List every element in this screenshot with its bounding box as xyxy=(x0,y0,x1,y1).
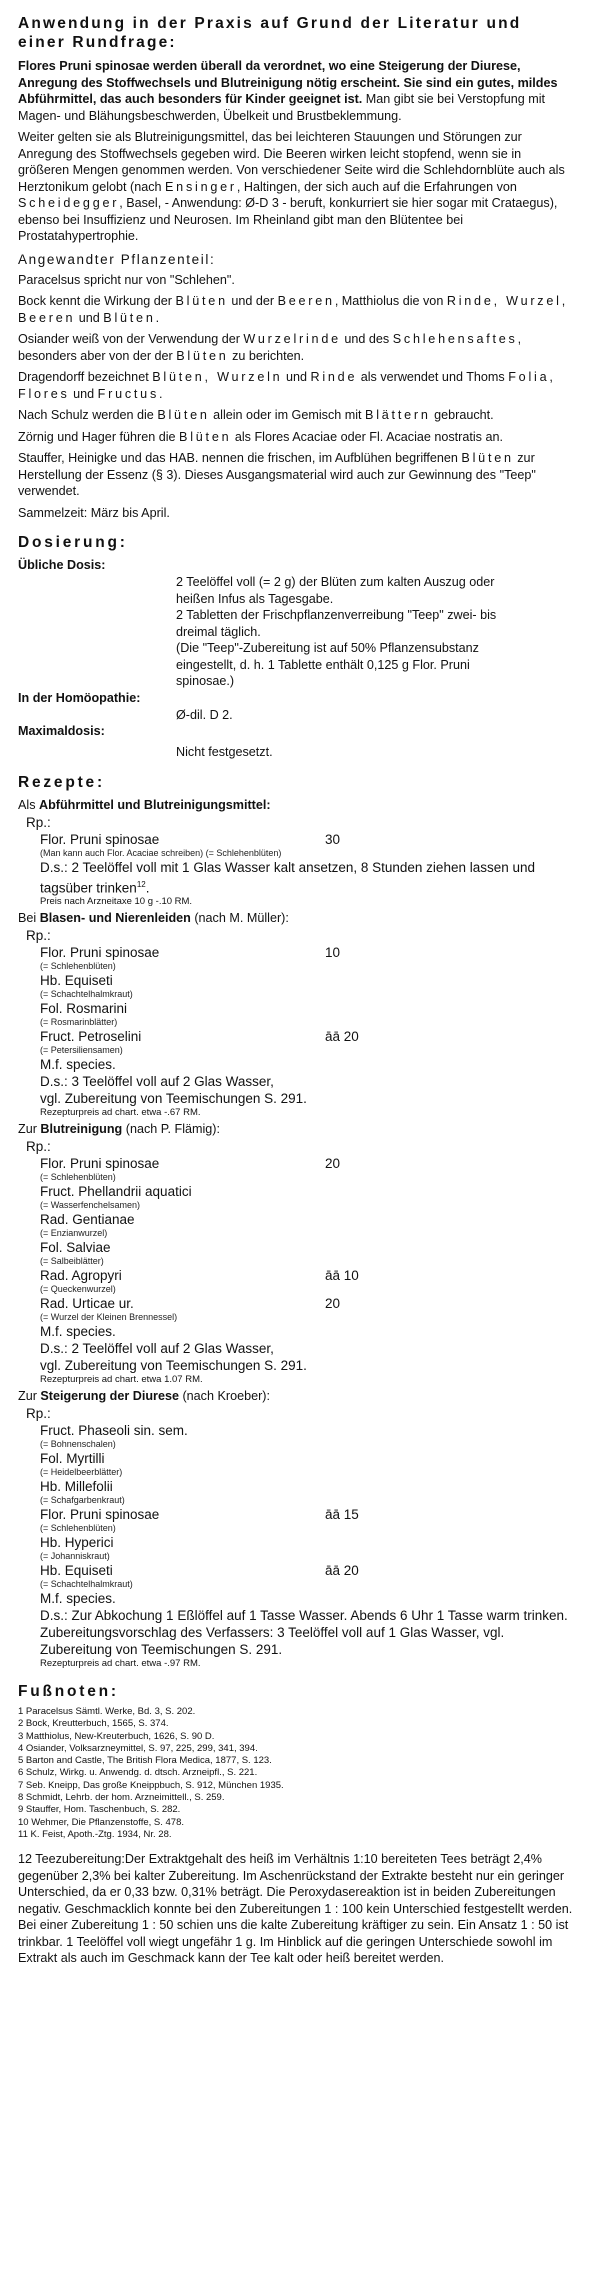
text: , Matthiolus die von xyxy=(334,294,447,308)
ingredient-name: Fol. Rosmarini xyxy=(40,1001,128,1016)
term: Folia, Flores xyxy=(18,370,556,401)
ingredient-note: (= Schachtelhalmkraut) xyxy=(40,1579,133,1589)
ingredient-amount: āā 10 xyxy=(325,1268,359,1283)
ingredient-name: Rad. Gentianae xyxy=(40,1212,135,1227)
ingredient-amount: āā 15 xyxy=(325,1507,359,1522)
footnote: 3 Matthiolus, New-Kreuterbuch, 1626, S. 90 D. xyxy=(18,1730,215,1742)
recipe-4-price: Rezepturpreis ad chart. etwa -.97 RM. xyxy=(40,1658,201,1669)
text: Blutreinigung xyxy=(40,1122,123,1136)
ingredient-name: Flor. Pruni spinosae xyxy=(40,1156,160,1171)
recipe-4-rp: Rp.: xyxy=(26,1406,51,1421)
footnote: 4 Osiander, Volksarzneymittel, S. 97, 225, 299, 341, 394. xyxy=(18,1742,258,1754)
ingredient-name: Rad. Urticae ur. xyxy=(40,1296,134,1311)
intro-paragraph xyxy=(18,58,575,124)
term: Fructus xyxy=(97,386,160,401)
term: Blüten xyxy=(461,451,514,465)
text: , Haltingen, der sich auch auf die Erfahrungen von xyxy=(236,179,517,194)
ingredient-note: (= Schlehenblüten) xyxy=(40,961,116,971)
ingredient-name: Flor. Pruni spinosae xyxy=(40,831,160,847)
recipe-4-ds1: D.s.: Zur Abkochung 1 Eßlöffel auf 1 Tasse Wasser. Abends 6 Uhr 1 Tasse warm trinken. xyxy=(40,1608,568,1623)
text: zu berichten. xyxy=(228,348,305,363)
ingredient-amount: āā 20 xyxy=(325,1563,359,1578)
recipe-1-price: Preis nach Arzneitaxe 10 g -.10 RM. xyxy=(40,896,193,907)
ingredient-amount: 20 xyxy=(325,1156,341,1171)
ingredient-note: (= Wasserfenchelsamen) xyxy=(40,1200,140,1210)
ingredient-amount: 30 xyxy=(325,831,341,847)
ingredient-note: (Man kann auch Flor. Acaciae schreiben) (= Schlehenblüten) xyxy=(40,847,282,858)
ingredient-note: (= Salbeiblätter) xyxy=(40,1256,104,1266)
text: gebraucht. xyxy=(430,408,494,422)
ingredient-note: (= Schlehenblüten) xyxy=(40,1523,116,1533)
footnote: 5 Barton and Castle, The British Flora Medica, 1877, S. 123. xyxy=(18,1755,272,1767)
text: Stauffer, Heinigke und das HAB. nennen die frischen, im Aufblühen begriffenen xyxy=(18,451,462,465)
text: , Basel, - Anwendung: Ø-D 3 - beruft, konkurriert sie hier sogar mit Crataegus), ebenso bei Insuffizienz und Neurosen. Im Rheinland gibt man den Blütentee bei Prostatahypertrophie. xyxy=(18,196,558,243)
text: Blasen- und Nierenleiden xyxy=(39,911,191,925)
ingredient-note: (= Heidelbeerblätter) xyxy=(40,1467,123,1477)
author-scheidegger: Scheidegger xyxy=(18,196,120,210)
ingredient-note: (= Rosmarinblätter) xyxy=(40,1017,118,1027)
ingredient-name: Fruct. Phaseoli sin. sem. xyxy=(40,1423,188,1438)
footnotes-heading: Fußnoten: xyxy=(18,1683,119,1700)
intro-paragraph-2 xyxy=(18,129,575,245)
text: zur Herstellung der Essenz (§ 3). Dieses Ausgangsmaterial wird auch zur Gewinnung des "Teep" verwendet. xyxy=(18,451,536,498)
ingredient-note: (= Queckenwurzel) xyxy=(40,1284,116,1294)
ingredient xyxy=(40,1478,575,1506)
footnote: 6 Schulz, Wirkg. u. Anwendg. d. dtsch. Arzneipfl., S. 221. xyxy=(18,1767,258,1779)
recipe-2-ms: M.f. species. xyxy=(40,1057,116,1072)
text: allein oder im Gemisch mit xyxy=(209,408,366,422)
text: (nach Kroeber): xyxy=(178,1389,270,1403)
usual-dose-1: 2 Teelöffel voll (= 2 g) der Blüten zum kalten Auszug oder heißen Infus als Tagesgabe. xyxy=(176,575,495,606)
ingredient xyxy=(40,1267,575,1295)
ingredient xyxy=(40,1295,575,1323)
ingredient-name: Flor. Pruni spinosae xyxy=(40,1507,160,1522)
recipe-1-heading xyxy=(18,797,575,814)
recipe-2-rp: Rp.: xyxy=(26,928,51,943)
ingredient xyxy=(40,944,575,972)
ingredient-note: (= Schlehenblüten) xyxy=(40,1172,116,1182)
recipe-3-ms: M.f. species. xyxy=(40,1324,116,1339)
ingredient xyxy=(40,1183,575,1211)
plant-line-7 xyxy=(18,450,575,500)
ingredient xyxy=(40,831,575,859)
recipe-3-ds2: vgl. Zubereitung von Teemischungen S. 291. xyxy=(40,1358,307,1373)
max-dose-label: Maximaldosis: xyxy=(18,724,105,738)
ingredient-name: Rad. Agropyri xyxy=(40,1268,122,1283)
usual-dose-2: 2 Tabletten der Frischpflanzenverreibung "Teep" zwei- bis dreimal täglich. xyxy=(176,608,497,639)
ingredient-note: (= Bohnenschalen) xyxy=(40,1439,116,1449)
text: Zur xyxy=(18,1122,41,1136)
ingredient xyxy=(40,1000,575,1028)
recipe-1-rp: Rp.: xyxy=(26,814,51,830)
text: als verwendet und Thoms xyxy=(357,370,509,384)
ingredient-name: Hb. Equiseti xyxy=(40,1563,113,1578)
ingredient-note: (= Wurzel der Kleinen Brennessel) xyxy=(40,1312,178,1322)
text: . xyxy=(159,386,163,401)
ingredient xyxy=(40,1155,575,1183)
homoeo-text: Ø-dil. D 2. xyxy=(176,707,233,722)
term: Schlehensaftes xyxy=(392,332,518,346)
text: Zur xyxy=(18,1389,41,1403)
term: Blüten xyxy=(176,348,229,363)
plant-line-5 xyxy=(18,407,575,424)
footnote-ref: 12 xyxy=(136,879,146,889)
text: Dragendorff bezeichnet xyxy=(18,370,153,384)
text: Bei xyxy=(18,911,40,925)
text: Weiter gelten sie als Blutreinigungsmittel, das bei leichteren Stauungen und Störungen zur Anregung des Stoffwechsels gegeben wird. Die Beeren wirken leicht stopfend, wenn sie in größeren Mengen genommen werden. Von verschiedener Seite wird die Schlehdornblüte auch als Herztonikum gelobt (nach xyxy=(18,130,565,194)
text: Osiander weiß von der Verwendung der xyxy=(18,332,244,346)
author-ensinger: Ensinger xyxy=(165,179,237,194)
usual-dose-text xyxy=(176,574,506,690)
plant-line-3 xyxy=(18,331,575,364)
ingredient xyxy=(40,1211,575,1239)
term: Rinde xyxy=(310,370,358,384)
plant-line-2 xyxy=(18,293,575,326)
plant-line-8: Sammelzeit: März bis April. xyxy=(18,505,170,520)
page-title: Anwendung in der Praxis auf Grund der Literatur und einer Rundfrage: xyxy=(18,15,522,51)
recipe-3-rp: Rp.: xyxy=(26,1139,51,1154)
footnote: 9 Stauffer, Hom. Taschenbuch, S. 282. xyxy=(18,1804,181,1816)
text: und xyxy=(282,370,311,384)
footnote: 8 Schmidt, Lehrb. der hom. Arzneimittell., S. 259. xyxy=(18,1792,225,1804)
footnote: 1 Paracelsus Sämtl. Werke, Bd. 3, S. 202. xyxy=(18,1706,196,1717)
recipe-3-ds1: D.s.: 2 Teelöffel voll auf 2 Glas Wasser, xyxy=(40,1341,274,1356)
term: Rinde, Wurzel, Beeren xyxy=(18,294,568,325)
plant-part-heading: Angewandter Pflanzenteil: xyxy=(18,251,216,267)
footnote: 2 Bock, Kreutterbuch, 1565, S. 374. xyxy=(18,1718,169,1730)
text: . xyxy=(145,880,150,895)
term: Blüten, Wurzeln xyxy=(152,370,283,384)
usual-dose-3: (Die "Teep"-Zubereitung ist auf 50% Pflanzensubstanz eingestellt, d. h. 1 Tablette enthält 0,125 g Flor. Pruni spinosae.) xyxy=(176,641,479,688)
footnote-12: 12 Teezubereitung:Der Extraktgehalt des heiß im Verhältnis 1:10 bereiteten Tees beträgt 2,4% gegenüber 2,3% bei kalter Zubereitung. Im Aschenrückstand der Extrakte besteht nur ein geringer Unterschied, da er 0,33 bzw. 0,31% beträgt. Die Peroxydasereaktion ist in beiden Zubereitungen negativ. Geschmacklich konnte bei den Zubereitungen 1 : 100 kein Unterschied festgestellt werden. Bei einer Zubereitung 1 : 50 schien uns die kalte Zubereitung kräftiger zu sein. Ein Ansatz 1 : 50 ist trinkbar. 1 Teelöffel voll wiegt ungefähr 1 g. Im Hinblick auf die geringen Unterschiede sowohl im Extrakt als auch im Geschmack kann der Tee kalt oder heiß bereitet werden. xyxy=(18,1852,573,1966)
term: Wurzelrinde xyxy=(243,332,341,346)
text: und der xyxy=(227,294,278,308)
ingredient-amount: 10 xyxy=(325,945,341,960)
text: als Flores Acaciae oder Fl. Acaciae nostratis an. xyxy=(231,429,503,444)
footnote: 10 Wehmer, Die Pflanzenstoffe, S. 478. xyxy=(18,1816,184,1828)
ingredient-name: Hb. Hyperici xyxy=(40,1535,114,1550)
intro-lead-rest: Man gibt sie bei Verstopfung mit Magen- und Blähungsbeschwerden, Übelkeit und Brustbeklemmung. xyxy=(18,92,545,123)
plant-line-4 xyxy=(18,369,575,402)
recipe-3-heading xyxy=(18,1121,575,1138)
recipe-3-price: Rezepturpreis ad chart. etwa 1.07 RM. xyxy=(40,1374,203,1385)
text: , besonders aber von der der xyxy=(18,332,522,363)
text: Steigerung der Diurese xyxy=(40,1389,179,1403)
ingredient-name: Flor. Pruni spinosae xyxy=(40,945,160,960)
text: D.s.: 2 Teelöffel voll mit 1 Glas Wasser kalt ansetzen, 8 Stunden ziehen lassen und tagsüber trinken xyxy=(40,859,536,895)
intro-lead: Flores Pruni spinosae werden überall da verordnet, wo eine Steigerung der Diurese, Anregung des Stoffwechsels und Blutreinigung nötig erscheint. Sie sind ein gutes, mildes Abführmittel, das auch besonders für Kinder geeignet ist. xyxy=(18,59,558,106)
ingredient xyxy=(40,1450,575,1478)
text: und xyxy=(69,386,98,401)
ingredient-name: Hb. Equiseti xyxy=(40,973,113,988)
ingredient-name: Fruct. Phellandrii aquatici xyxy=(40,1184,192,1199)
plant-line-1: Paracelsus spricht nur von "Schlehen". xyxy=(18,272,235,287)
text: Als xyxy=(18,797,39,812)
ingredient-amount: 20 xyxy=(325,1296,341,1311)
ingredient-note: (= Schafgarbenkraut) xyxy=(40,1495,125,1505)
plant-line-6 xyxy=(18,429,575,446)
text: und des xyxy=(340,332,393,346)
ingredient xyxy=(40,1422,575,1450)
ingredient xyxy=(40,1506,575,1534)
ingredient-note: (= Petersiliensamen) xyxy=(40,1045,123,1055)
ingredient-name: Fol. Salviae xyxy=(40,1240,111,1255)
term: Blättern xyxy=(365,408,431,422)
ingredient-note: (= Johanniskraut) xyxy=(40,1551,110,1561)
text: Abführmittel und Blutreinigungsmittel: xyxy=(39,797,271,812)
ingredient-note: (= Schachtelhalmkraut) xyxy=(40,989,133,999)
ingredient-name: Hb. Millefolii xyxy=(40,1479,113,1494)
recipe-2-ds2: vgl. Zubereitung von Teemischungen S. 291. xyxy=(40,1091,307,1106)
term: Blüten xyxy=(103,310,156,325)
recipe-2-price: Rezepturpreis ad chart. etwa -.67 RM. xyxy=(40,1107,201,1118)
term: Beeren xyxy=(277,294,335,308)
recipe-2-ds1: D.s.: 3 Teelöffel voll auf 2 Glas Wasser, xyxy=(40,1074,274,1089)
text: (nach M. Müller): xyxy=(190,911,289,925)
text: Bock kennt die Wirkung der xyxy=(18,294,176,308)
usual-dose-label: Übliche Dosis: xyxy=(18,558,106,572)
ingredient-name: Fruct. Petroselini xyxy=(40,1029,142,1044)
footnote: 7 Seb. Kneipp, Das große Kneippbuch, S. 912, München 1935. xyxy=(18,1779,284,1791)
recipe-1-ds xyxy=(40,859,575,897)
ingredient xyxy=(40,972,575,1000)
ingredient-amount: āā 20 xyxy=(325,1029,359,1044)
text: (nach P. Flämig): xyxy=(122,1122,221,1136)
term: Blüten xyxy=(179,429,232,444)
term: Blüten xyxy=(175,294,228,308)
ingredient xyxy=(40,1028,575,1056)
ingredient xyxy=(40,1534,575,1562)
homoeo-label: In der Homöopathie: xyxy=(18,690,141,705)
footnote: 11 K. Feist, Apoth.-Ztg. 1934, Nr. 28. xyxy=(18,1828,172,1840)
rezepte-heading: Rezepte: xyxy=(18,773,105,791)
text: Nach Schulz werden die xyxy=(18,408,158,422)
text: und xyxy=(75,310,104,325)
text: Zörnig und Hager führen die xyxy=(18,429,180,444)
ingredient xyxy=(40,1562,575,1590)
recipe-2-heading xyxy=(18,910,575,927)
recipe-4-heading xyxy=(18,1388,575,1405)
ingredient-note: (= Enzianwurzel) xyxy=(40,1228,108,1238)
recipe-4-ms: M.f. species. xyxy=(40,1591,116,1606)
ingredient-name: Fol. Myrtilli xyxy=(40,1451,105,1466)
ingredient xyxy=(40,1239,575,1267)
text: . xyxy=(155,310,160,325)
recipe-4-ds2: Zubereitungsvorschlag des Verfassers: 3 Teelöffel voll auf 1 Glas Wasser, vgl. Zubereitung von Teemischungen S. 291. xyxy=(40,1625,505,1657)
footnote-list xyxy=(18,1706,575,1841)
term: Blüten xyxy=(157,408,210,422)
dosierung-heading: Dosierung: xyxy=(18,534,128,551)
max-dose-text: Nicht festgesetzt. xyxy=(176,745,273,759)
